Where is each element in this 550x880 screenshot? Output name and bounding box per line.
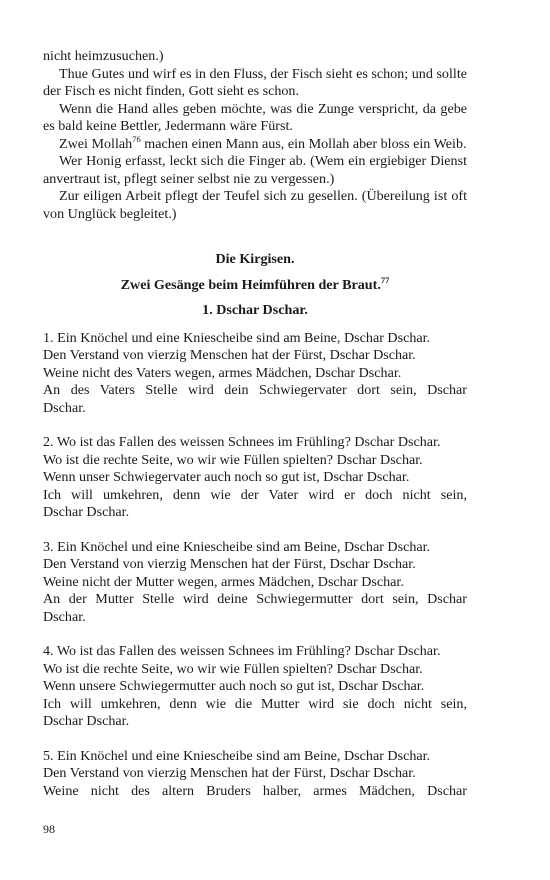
stanza-line: An der Mutter Stelle wird deine Schwiegermutter dort sein, Dschar (43, 591, 467, 607)
song-stanzas (43, 330, 467, 801)
stanza-line: Weine nicht des Vaters wegen, armes Mädchen, Dschar Dschar. (43, 364, 402, 381)
prose-paragraph: Zur eiligen Arbeit pflegt der Teufel sich zu gesellen. (Übereilung ist oft von Unglück begleitet.) (43, 188, 467, 222)
page-body (43, 48, 467, 817)
prose-paragraph: Wenn die Hand alles geben möchte, was die Zunge verspricht, da gebe es bald keine Bettler, Jedermann wäre Fürst. (43, 100, 467, 134)
stanza (43, 643, 467, 731)
stanza-line: Ich will umkehren, denn wie der Vater wird er doch nicht sein, (43, 486, 467, 503)
stanza-line: Dschar Dschar. (43, 504, 130, 520)
stanza-line: Dschar Dschar. (43, 713, 130, 729)
stanza-line: 5. Ein Knöchel und eine Kniescheibe sind am Beine, Dschar Dschar. (43, 747, 431, 764)
stanza-line: 4. Wo ist das Fallen des weissen Schnees im Frühling? Dschar Dschar. (43, 643, 441, 659)
stanza-line: 1. Ein Knöchel und eine Kniescheibe sind am Beine, Dschar Dschar. (43, 329, 431, 346)
prose-paragraph: Thue Gutes und wirf es in den Fluss, der Fisch sieht es schon; und sollte der Fisch es nicht finden, Gott sieht es schon. (43, 65, 467, 99)
subtitle-text: Zwei Gesänge beim Heimführen der Braut. (120, 276, 381, 293)
section-subtitle (43, 274, 467, 295)
section-title: Die Kirgisen. (215, 251, 295, 267)
stanza-line: Wo ist die rechte Seite, wo wir wie Füllen spielten? Dschar Dschar. (43, 451, 423, 468)
footnote-ref: 77 (380, 274, 390, 285)
stanza-line: 3. Ein Knöchel und eine Kniescheibe sind am Beine, Dschar Dschar. (43, 538, 431, 555)
stanza-line: An des Vaters Stelle wird dein Schwiegervater dort sein, Dschar (43, 382, 467, 398)
stanza (43, 748, 467, 801)
page-number: 98 (43, 822, 55, 836)
stanza-line: Den Verstand von vierzig Menschen hat der Fürst, Dschar Dschar. (43, 347, 416, 363)
stanza-line: Den Verstand von vierzig Menschen hat der Fürst, Dschar Dschar. (43, 765, 416, 781)
stanza-line: Wenn unsere Schwiegermutter auch noch so gut ist, Dschar Dschar. (43, 678, 425, 694)
stanza-line: Ich will umkehren, denn wie die Mutter wird sie doch nicht sein, (43, 695, 467, 712)
prose-text: machen einen Mann aus, ein Mollah aber bloss ein Weib. (140, 135, 467, 152)
stanza (43, 330, 467, 418)
stanza (43, 434, 467, 522)
stanza-line: Wo ist die rechte Seite, wo wir wie Füllen spielten? Dschar Dschar. (43, 660, 423, 677)
prose-text: Zwei Mollah (59, 135, 133, 152)
stanza-line: 2. Wo ist das Fallen des weissen Schnees im Frühling? Dschar Dschar. (43, 434, 441, 450)
stanza-line: Dschar. (43, 399, 86, 416)
stanza-line: Weine nicht des altern Bruders halber, armes Mädchen, Dschar (43, 782, 467, 799)
stanza-line: Weine nicht der Mutter wegen, armes Mädchen, Dschar Dschar. (43, 573, 404, 590)
stanza-line: Wenn unser Schwiegervater auch noch so gut ist, Dschar Dschar. (43, 469, 410, 485)
stanza-line: Dschar. (43, 608, 86, 625)
prose-paragraph: nicht heimzusuchen.) (43, 48, 164, 64)
footnote-ref: 76 (132, 133, 141, 144)
stanza-line: Den Verstand von vierzig Menschen hat der Fürst, Dschar Dschar. (43, 556, 416, 572)
prose-paragraph (43, 133, 467, 154)
stanza (43, 539, 467, 627)
prose-paragraph: Wer Honig erfasst, leckt sich die Finger ab. (Wem ein ergiebiger Dienst anvertraut ist, pflegt seiner selbst nie zu vergessen.) (43, 153, 467, 187)
song-title: 1. Dschar Dschar. (202, 302, 308, 318)
